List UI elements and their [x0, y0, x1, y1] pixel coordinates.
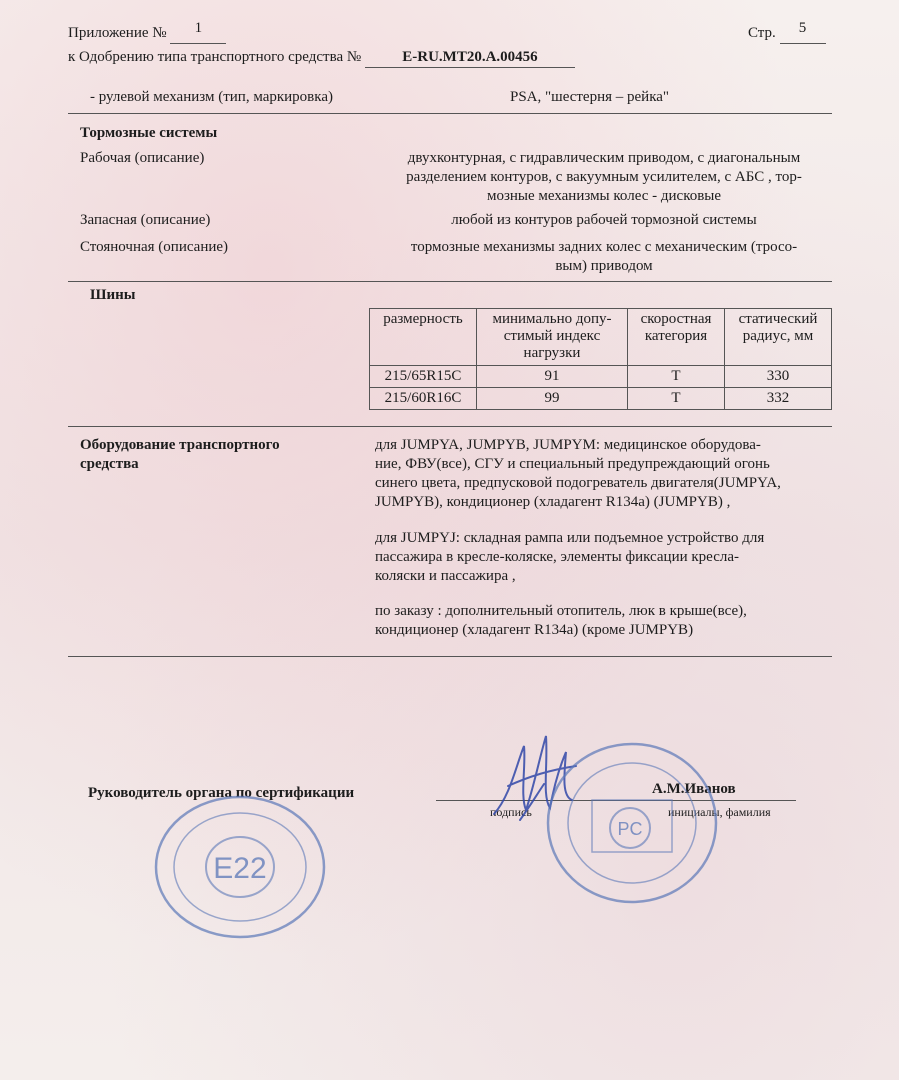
table-cell: 215/65R15C: [370, 366, 477, 388]
steering-label: - рулевой механизм (тип, маркировка): [90, 89, 333, 105]
equipment-line: по заказу : дополнительный отопитель, люк в крыше(все),: [375, 603, 747, 619]
signatory-name: А.М.Иванов: [652, 781, 736, 797]
equipment-label-line: средства: [80, 456, 139, 472]
service-brake-line: разделением контуров, с вакуумным усилителем, с АБС , тор-: [406, 169, 802, 185]
equipment-line: коляски и пассажира ,: [375, 568, 516, 584]
parking-brake-desc: [376, 238, 832, 276]
appendix-label: Приложение №: [68, 25, 167, 41]
spare-brake-value: любой из контуров рабочей тормозной системы: [451, 212, 757, 228]
approval-line: [68, 48, 575, 68]
parking-brake-line: вым) приводом: [555, 258, 653, 274]
signatory-role: Руководитель органа по сертификации: [88, 785, 355, 801]
table-row: [370, 388, 832, 410]
equipment-para-1: [375, 436, 781, 512]
table-cell: T: [628, 388, 725, 410]
column-header: размерность: [370, 309, 477, 366]
initials-caption: инициалы, фамилия: [668, 805, 771, 819]
equipment-line: пассажира в кресле-коляске, элементы фиксации кресла-: [375, 549, 740, 565]
parking-brake-line: тормозные механизмы задних колес с механическим (тросо-: [410, 239, 798, 255]
approval-label: к Одобрению типа транспортного средства №: [68, 49, 362, 65]
divider: [68, 113, 832, 114]
equipment-label: [80, 436, 280, 474]
table-cell: 215/60R16C: [370, 388, 477, 410]
table-cell: 332: [725, 388, 832, 410]
tyres-heading: Шины: [90, 287, 136, 303]
organisation-stamp: [544, 740, 720, 906]
service-brake-desc: [376, 149, 832, 206]
equipment-line: для JUMPYJ: складная рампа или подъемное устройство для: [375, 530, 765, 546]
table-cell: 99: [477, 388, 628, 410]
approval-number: E-RU.MT20.A.00456: [365, 48, 575, 68]
equipment-line: для JUMPYA, JUMPYB, JUMPYM: медицинское оборудова-: [375, 437, 761, 453]
column-header: скоростная категория: [628, 309, 725, 366]
signature-caption: подпись: [490, 805, 532, 819]
service-brake-line: двухконтурная, с гидравлическим приводом, с диагональным: [407, 150, 801, 166]
service-brake-line: мозные механизмы колес - дисковые: [486, 188, 722, 204]
table-header-row: [370, 309, 832, 366]
equipment-para-3: [375, 602, 747, 640]
parking-brake-label: Стояночная (описание): [80, 239, 229, 255]
equipment-label-line: Оборудование транспортного: [80, 437, 280, 453]
appendix-line: [68, 20, 226, 44]
table-row: [370, 366, 832, 388]
column-header: статический радиус, мм: [725, 309, 832, 366]
service-brake-label: Рабочая (описание): [80, 150, 205, 166]
spare-brake-label: Запасная (описание): [80, 212, 211, 228]
equipment-para-2: [375, 529, 764, 586]
steering-value: PSA, "шестерня – рейка": [510, 89, 670, 105]
equipment-line: кондиционер (хладагент R134a) (кроме JUMPYB): [375, 622, 694, 638]
certification-stamp-e22: [152, 792, 328, 942]
tyres-table: [369, 308, 832, 410]
page-number: 5: [780, 24, 826, 44]
equipment-line: JUMPYB), кондиционер (хладагент R134a) (JUMPYB) ,: [375, 494, 731, 510]
column-header: минимально допу- стимый индекс нагрузки: [477, 309, 628, 366]
table-cell: T: [628, 366, 725, 388]
equipment-line: ние, ФВУ(все), СГУ и специальный предупреждающий огонь: [375, 456, 770, 472]
divider: [68, 656, 832, 657]
equipment-line: синего цвета, предпусковой подогреватель двигателя(JUMPYA,: [375, 475, 781, 491]
page-number-line: [748, 20, 826, 44]
divider: [68, 281, 832, 282]
table-cell: 330: [725, 366, 832, 388]
page-label: Стр.: [748, 25, 776, 41]
table-cell: 91: [477, 366, 628, 388]
brakes-heading: Тормозные системы: [80, 125, 218, 141]
stamp-mark-text: E22: [213, 852, 267, 885]
appendix-number: 1: [170, 24, 226, 44]
divider: [68, 426, 832, 427]
stamp-mark-text: PC: [617, 819, 643, 839]
